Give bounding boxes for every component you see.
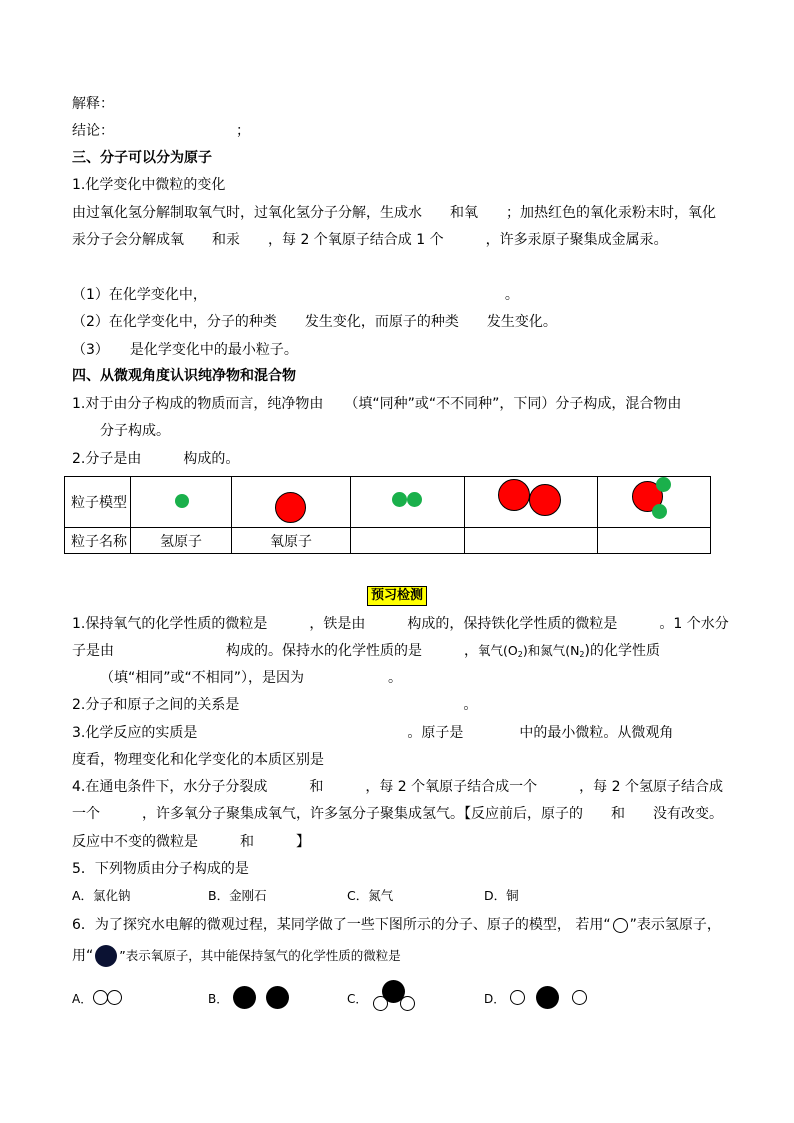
model-cell-hydrogen-molecule (351, 477, 465, 528)
section-4-item1-line2: 分子构成。 (72, 423, 170, 439)
section-3-paragraph-line2: 汞分子会分解成氧 和汞 ，每 2 个氧原子结合成 1 个 ，许多汞原子聚集成金属汞。 (72, 232, 668, 248)
explanation-label: 解释： (72, 96, 114, 112)
oxygen-atom-ball (275, 492, 306, 523)
question-3-3: （3） 是化学变化中的最小粒子。 (72, 342, 298, 358)
name-cell (598, 528, 711, 554)
subscript-2: 2 (579, 650, 585, 659)
oxygen-atom-icon (536, 986, 559, 1009)
question-3-1-text: （1）在化学变化中， (72, 287, 207, 303)
table-row (65, 477, 711, 528)
nitrogen-formula: )和氮气(N (522, 643, 580, 658)
model-cell-oxygen-molecule (465, 477, 598, 528)
exercise-5-option-a: A．氯化钠 (72, 888, 131, 903)
option-d-label: D． (484, 992, 506, 1006)
oxygen-atom-ball (529, 484, 561, 516)
exercise-6-line1-text: 6．为了探究水电解的微观过程，某同学做了一些下图所示的分子、原子的模型， 若用“ (72, 917, 611, 933)
table-header-model: 粒子模型 (65, 477, 131, 528)
model-cell-hydrogen-atom (131, 477, 232, 528)
oxygen-formula: 氧气(O (478, 643, 518, 658)
conclusion-end: ； (236, 123, 250, 139)
option-c-label: C． (347, 992, 368, 1006)
hydrogen-atom-ball (407, 492, 422, 507)
hydrogen-atom-icon (572, 990, 587, 1005)
exercise-4-line3: 反应中不变的微粒是 和 】 (72, 834, 310, 850)
exercise-6-option-d[interactable] (484, 980, 594, 1016)
name-cell (465, 528, 598, 554)
oxygen-atom-icon (266, 986, 289, 1009)
section-3-subtitle: 1.化学变化中微粒的变化 (72, 177, 226, 193)
table-row (65, 528, 711, 554)
question-3-1 (72, 285, 519, 305)
name-cell: 氢原子 (131, 528, 232, 554)
exercise-6-line2-text: ”表示氧原子，其中能保持氢气的化学性质的微粒是 (119, 948, 401, 963)
table-header-name: 粒子名称 (65, 528, 131, 554)
exercise-6-line1-end: ”表示氢原子， (629, 917, 721, 933)
exercise-1-line3: （填“相同”或“不相同”），是因为 。 (100, 670, 403, 686)
section-3-title: 三、分子可以分为原子 (72, 150, 212, 166)
exercise-3-line1: 3.化学反应的实质是 。原子是 中的最小微粒。从微观角 (72, 725, 674, 741)
conclusion-line (72, 121, 250, 141)
section-3-paragraph-line1: 由过氧化氢分解制取氧气时，过氧化氢分子分解，生成水 和氧 ；加热红色的氧化汞粉末时，氧化 (72, 205, 716, 221)
oxygen-atom-ball (498, 479, 530, 511)
section-4-item2: 2.分子是由 构成的。 (72, 451, 240, 467)
exercise-1-line2 (72, 641, 660, 665)
option-b-label: B． (208, 992, 229, 1006)
exercise-1-line1: 1.保持氧气的化学性质的微粒是 ，铁是由 构成的，保持铁化学性质的微粒是 。1 个水分 (72, 616, 729, 632)
exercise-6-line2-start: 用“ (72, 948, 94, 964)
exercise-1-line2-tail: )的化学性质 (584, 643, 660, 659)
exercise-2: 2.分子和原子之间的关系是 。 (72, 697, 478, 713)
hydrogen-atom-legend-icon (613, 918, 628, 933)
model-cell-water-molecule (598, 477, 711, 528)
exercise-6-option-b[interactable] (208, 980, 298, 1016)
exercise-1-line2-text: 子是由 构成的。保持水的化学性质的是 ， (72, 643, 478, 659)
question-3-1-end: 。 (504, 287, 519, 303)
oxygen-atom-legend-icon (95, 945, 117, 967)
subscript-2: 2 (517, 650, 523, 659)
section-4-item1-line1: 1.对于由分子构成的物质而言，纯净物由 （填“同种”或“不不同种”，下同）分子构成，混合物由 (72, 396, 682, 412)
exercise-6-line1 (72, 915, 721, 935)
exercise-3-line2: 度看，物理变化和化学变化的本质区别是 (72, 752, 324, 768)
exercise-4-line2: 一个 ，许多氧分子聚集成氧气，许多氢分子聚集成氢气。【反应前后，原子的 和 没有改变。 (72, 806, 723, 822)
hydrogen-atom-icon (107, 990, 122, 1005)
exercise-6-option-a[interactable] (72, 980, 132, 1016)
hydrogen-atom-icon (510, 990, 525, 1005)
option-a-label: A． (72, 992, 93, 1006)
exercise-5-option-d: D．铜 (484, 888, 519, 903)
preview-test-badge: 预习检测 (367, 586, 427, 606)
name-cell: 氧原子 (232, 528, 351, 554)
exercise-5-question: 5．下列物质由分子构成的是 (72, 861, 249, 877)
hydrogen-atom-ball (392, 492, 407, 507)
section-4-title: 四、从微观角度认识纯净物和混合物 (72, 368, 296, 384)
name-cell (351, 528, 465, 554)
exercise-5-option-c: C．氮气 (347, 888, 394, 903)
hydrogen-atom-ball (175, 494, 189, 508)
model-cell-oxygen-atom (232, 477, 351, 528)
exercise-6-line2 (72, 945, 401, 967)
exercise-6-option-c[interactable] (347, 980, 427, 1016)
hydrogen-atom-ball (656, 477, 671, 492)
exercise-4-line1: 4.在通电条件下，水分子分裂成 和 ，每 2 个氧原子结合成一个 ，每 2 个氢原子结合成 (72, 779, 723, 795)
particle-model-table (64, 476, 711, 554)
question-3-2: （2）在化学变化中，分子的种类 发生变化，而原子的种类 发生变化。 (72, 314, 557, 330)
hydrogen-atom-ball (652, 504, 667, 519)
exercise-5-option-b: B．金刚石 (208, 888, 267, 903)
conclusion-label: 结论： (72, 123, 114, 139)
oxygen-atom-icon (382, 980, 405, 1003)
hydrogen-atom-icon (93, 990, 108, 1005)
oxygen-atom-icon (233, 986, 256, 1009)
